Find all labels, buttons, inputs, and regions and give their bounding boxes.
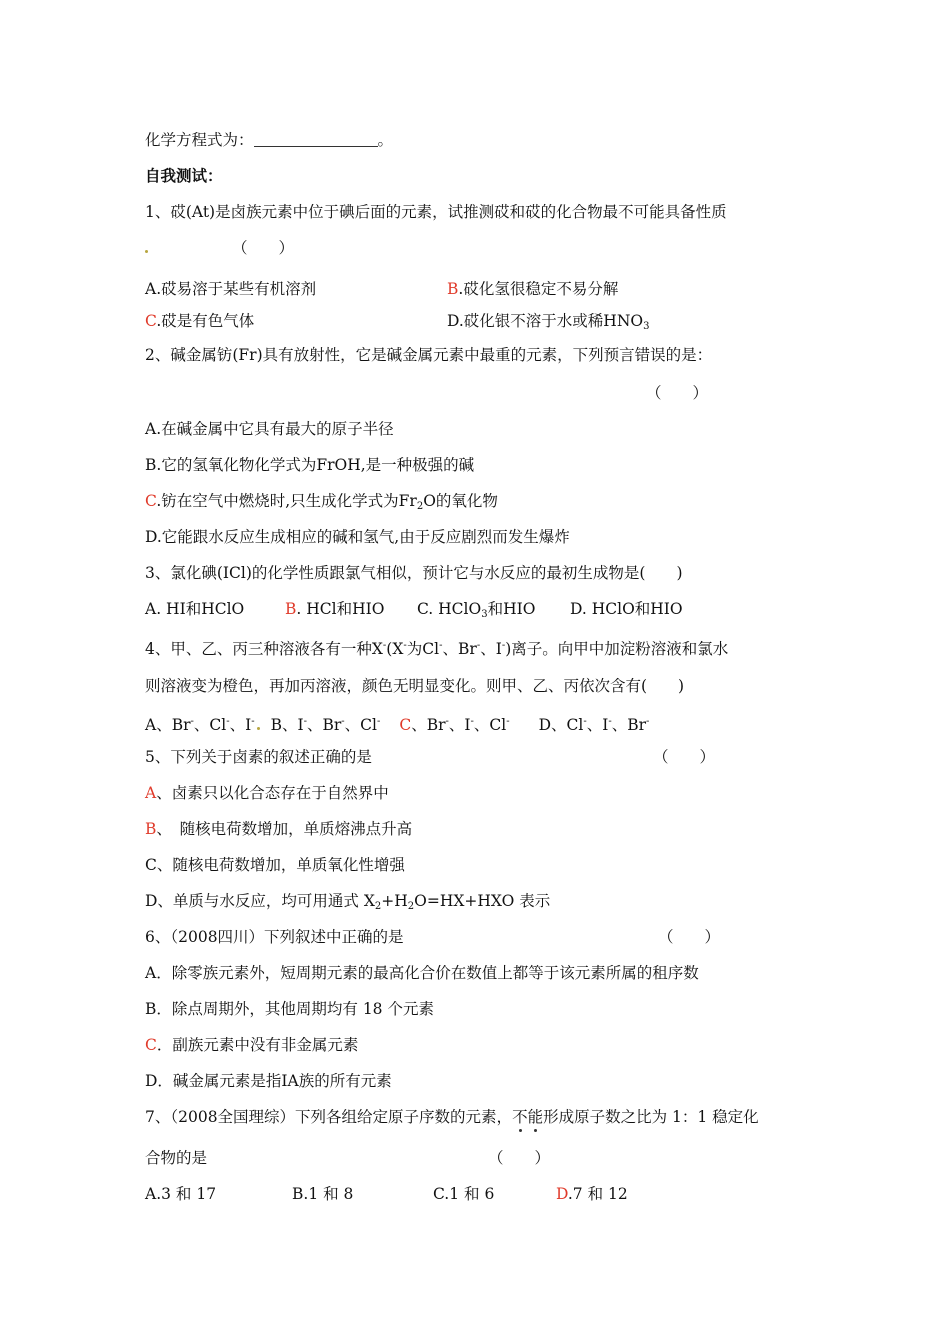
option-text: O的氧化物 <box>423 492 498 510</box>
q4-stem-line2: 则溶液变为橙色，再加丙溶液，颜色无明显变化。则甲、乙、丙依次含有( ) <box>145 677 685 695</box>
section-title: 自我测试： <box>145 166 223 185</box>
q7-stem-line2: 合物的是 <box>145 1149 208 1167</box>
q2-option-d: D.它能跟水反应生成相应的碱和氢气,由于反应剧烈而发生爆炸 <box>145 528 570 546</box>
q3-option-b <box>285 599 384 619</box>
q3-option-a: A. HI和HClO <box>145 600 245 618</box>
q5-option-d: D、单质与水反应，均可用通式 $X_2+H_2O=HX+HXO$ 表示 <box>145 892 551 912</box>
q2-option-c <box>145 491 498 517</box>
q1-stem: 1、砹(At)是卤族元素中位于碘后面的元素，试推测砹和砹的化合物最不可能具备性质 <box>145 203 727 221</box>
stem-text: (X <box>386 640 404 658</box>
q7-stem: 7、（2008全国理综）下列各组给定原子序数的元素，不能形成原子数之比为 1：1 稳定化 <box>145 1108 759 1126</box>
q3-option-c <box>417 599 535 625</box>
q6-option-b: B．除点周期外，其他周期均有 18 个元素 <box>145 1000 434 1018</box>
q2-paren: （ ） <box>646 384 709 402</box>
option-letter: B <box>285 600 297 618</box>
option-letter: C <box>145 1036 157 1054</box>
stem-text: 、I <box>480 640 502 658</box>
superscript: - <box>501 640 506 651</box>
q4-option-b: B、I-、Br-、Cl- <box>270 716 381 734</box>
option-text: 和HIO <box>487 600 536 618</box>
option-letter: C <box>145 492 157 510</box>
q3-option-d: D. HClO和HIO <box>570 600 683 618</box>
option-text: .砹化氢很稳定不易分解 <box>458 280 619 298</box>
q2-option-a: A.在碱金属中它具有最大的原子半径 <box>145 420 394 438</box>
superscript: - <box>476 640 481 651</box>
q1-option-b <box>447 279 618 299</box>
superscript: - <box>403 640 407 651</box>
q3-stem: 3、氯化碘(ICl)的化学性质跟氯气相似，预计它与水反应的最初生成物是( ) <box>145 564 683 582</box>
option-text: .钫在空气中燃烧时,只生成化学式为Fr <box>156 492 417 510</box>
q2-option-b: B.它的氢氧化物化学式为FrOH,是一种极强的碱 <box>145 456 475 474</box>
q5-stem: 5、下列关于卤素的叙述正确的是 <box>145 748 372 766</box>
option-text: C. HClO <box>417 600 482 618</box>
stem-text: 为Cl <box>406 640 440 658</box>
q1-option-a: A.砹易溶于某些有机溶剂 <box>145 280 317 298</box>
answer-blank <box>254 132 378 147</box>
stray-dot <box>257 727 260 730</box>
option-letter: B <box>145 820 157 838</box>
stem-text: 、Br <box>442 640 477 658</box>
subscript: 3 <box>643 321 650 332</box>
equation-prefix: 化学方程式为： <box>145 131 254 149</box>
stem-text: 4、甲、乙、丙三种溶液各有一种X <box>145 640 383 658</box>
emphasis-char: 不 <box>512 1108 528 1126</box>
stray-dot <box>145 250 148 253</box>
q5-option-b <box>145 819 412 839</box>
q7-paren: （ ） <box>488 1149 551 1167</box>
q4-options <box>145 712 649 735</box>
option-text: . HCl和HIO <box>296 600 385 618</box>
q7-option-b: B.1 和 8 <box>292 1185 354 1203</box>
stem-text: )离子。向甲中加淀粉溶液和氯水 <box>505 640 729 658</box>
superscript: - <box>439 640 443 651</box>
q7-option-d <box>556 1184 628 1204</box>
q4-option-d: D、Cl-、I-、Br- <box>538 716 650 734</box>
q6-paren: （ ） <box>658 928 721 946</box>
emphasis-char: 能 <box>527 1108 544 1126</box>
superscript: - <box>382 640 387 651</box>
q5-paren: （ ） <box>653 748 716 766</box>
q7-option-c: C.1 和 6 <box>433 1185 495 1203</box>
subscript: 2 <box>416 501 424 512</box>
q6-option-d: D．碱金属元素是指ⅠA族的所有元素 <box>145 1072 392 1090</box>
q6-option-c <box>145 1035 358 1055</box>
option-text: ．副族元素中没有非金属元素 <box>156 1036 359 1054</box>
q7-option-a: A.3 和 17 <box>145 1185 217 1203</box>
q5-option-c: C、随核电荷数增加，单质氧化性增强 <box>145 856 405 874</box>
option-text: .砹是有色气体 <box>156 312 255 330</box>
q1-option-d <box>447 311 649 337</box>
option-text: 、 随核电荷数增加，单质熔沸点升高 <box>156 820 413 838</box>
equation-line <box>145 130 393 150</box>
subscript: 3 <box>481 609 488 620</box>
q4-option-c: C、Br-、I-、Cl- <box>399 716 510 734</box>
option-letter: A <box>145 784 157 802</box>
q6-stem: 6、（2008四川）下列叙述中正确的是 <box>145 928 404 946</box>
option-letter: B <box>447 280 459 298</box>
q1-paren: （ ） <box>232 239 295 257</box>
q4-stem-line1 <box>145 636 728 659</box>
option-text: 、卤素只以化合态存在于自然界中 <box>156 784 389 802</box>
q5-option-a <box>145 783 389 803</box>
q1-paren-line <box>145 238 294 258</box>
q1-option-c <box>145 311 254 331</box>
q6-option-a: A．除零族元素外，短周期元素的最高化合价在数值上都等于该元素所属的租序数 <box>145 964 699 982</box>
q4-option-a: A、Br-、Cl-、I- <box>145 716 255 734</box>
option-letter: D <box>556 1185 568 1203</box>
option-letter: C <box>145 312 157 330</box>
option-text: D.砹化银不溶于水或稀HNO <box>447 312 644 330</box>
option-text: .7 和 12 <box>567 1185 628 1203</box>
equation-suffix: 。 <box>377 131 394 149</box>
q2-stem: 2、碱金属钫(Fr)具有放射性，它是碱金属元素中最重的元素，下列预言错误的是： <box>145 346 713 364</box>
